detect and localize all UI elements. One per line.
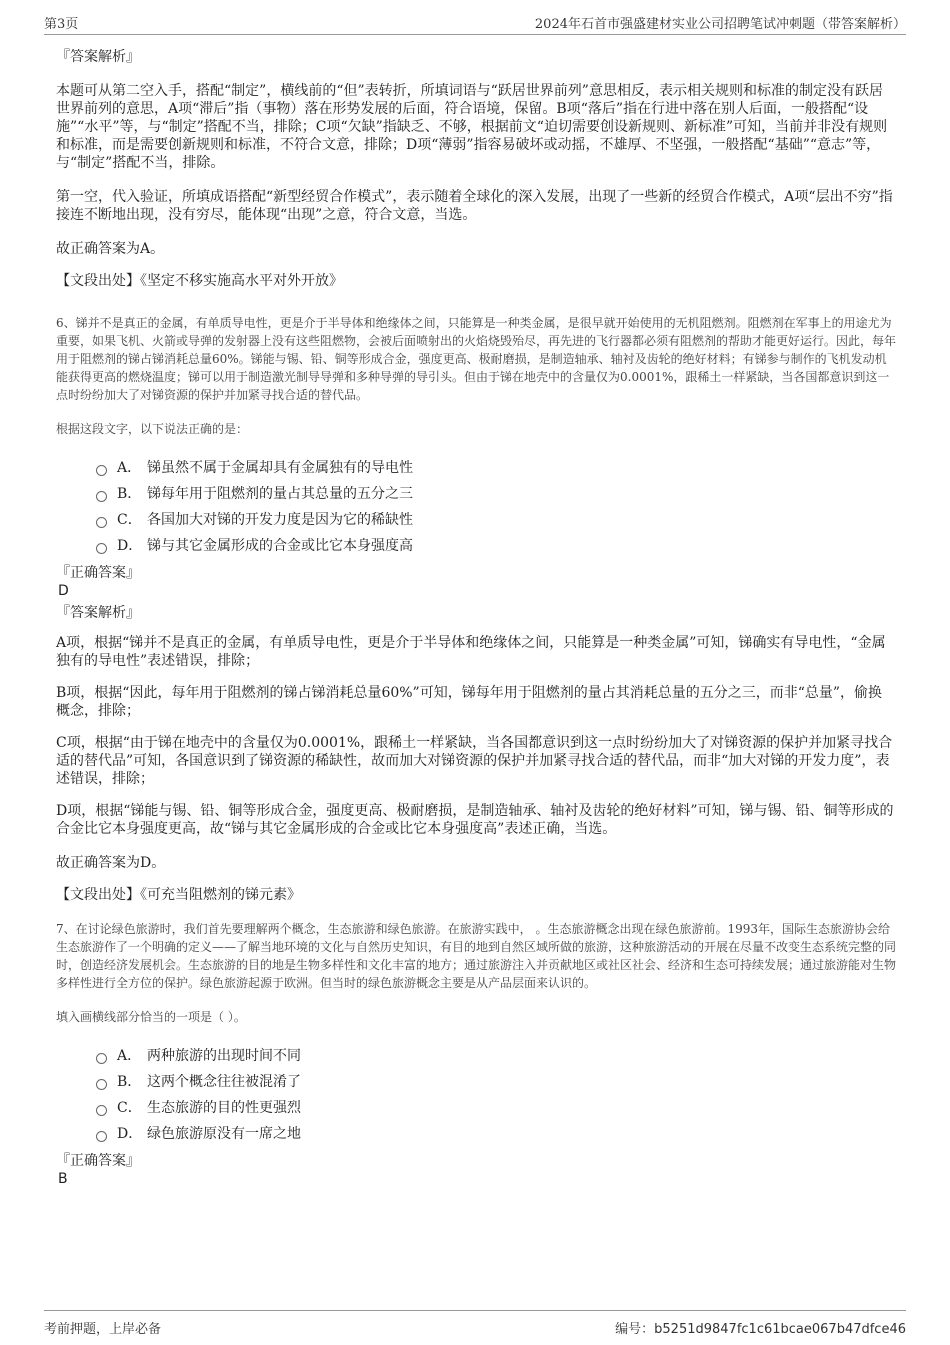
- q7-option-b[interactable]: B． 这两个概念往往被混淆了: [56, 1068, 896, 1094]
- q5-analysis-label: 『答案解析』: [56, 49, 140, 65]
- radio-circle-icon[interactable]: [96, 491, 107, 502]
- q7-answer: B: [58, 1171, 68, 1187]
- q6-prompt: 根据这段文字，以下说法正确的是：: [56, 422, 249, 436]
- q6-analysis-b: B项，根据“因此，每年用于阻燃剂的锑占锑消耗总量60%”可知，锑每年用于阻燃剂的量占其消耗总量的五分之三，而非“总量”，偷换概念，排除；: [56, 685, 883, 719]
- q6-option-d[interactable]: D． 锑与其它金属形成的合金或比它本身强度高: [56, 532, 896, 558]
- q6-analysis-c: C项，根据“由于锑在地壳中的含量仅为0.0001%，跟稀土一样紧缺，当各国都意识到这一点时纷纷加大了对锑资源的保护并加紧寻找合适的替代品”可知，各国意识到了锑资源的稀缺性，故而加大对锑资源的保护并加紧寻找合适的替代品，而非“加大对锑的开发力度”，表述错误，排除；: [56, 735, 893, 787]
- footer-slogan: 考前押题，上岸必备: [44, 1322, 162, 1337]
- q7-option-c[interactable]: C． 生态旅游的目的性更强烈: [56, 1094, 896, 1120]
- radio-circle-icon[interactable]: [96, 517, 107, 528]
- q6-option-b[interactable]: B． 锑每年用于阻燃剂的量占其总量的五分之三: [56, 480, 896, 506]
- q7-option-a[interactable]: A． 两种旅游的出现时间不同: [56, 1042, 896, 1068]
- q6-answer-label: 『正确答案』: [56, 565, 140, 581]
- q6-conclusion: 故正确答案为D。: [56, 855, 166, 871]
- page-content: [56, 44, 896, 1188]
- q6-option-c[interactable]: C． 各国加大对锑的开发力度是因为它的稀缺性: [56, 506, 896, 532]
- q6-options: [56, 454, 896, 558]
- page-footer: [44, 1310, 906, 1337]
- q6-analysis-a: A项，根据“锑并不是真正的金属，有单质导电性，更是介于半导体和绝缘体之间，只能算是一种类金属”可知，锑确实有导电性，“金属独有的导电性”表述错误，排除；: [56, 635, 886, 669]
- radio-circle-icon[interactable]: [96, 1053, 107, 1064]
- q7-options: [56, 1042, 896, 1146]
- radio-circle-icon[interactable]: [96, 543, 107, 554]
- radio-circle-icon[interactable]: [96, 1079, 107, 1090]
- q5-conclusion: 故正确答案为A。: [56, 241, 165, 257]
- q7-prompt: 填入画横线部分恰当的一项是（ ）。: [56, 1010, 246, 1024]
- radio-circle-icon[interactable]: [96, 465, 107, 476]
- document-title: 2024年石首市强盛建材实业公司招聘笔试冲刺题（带答案解析）: [534, 17, 906, 32]
- q7-answer-label: 『正确答案』: [56, 1153, 140, 1169]
- q5-analysis-paragraph-1: 本题可从第二空入手，搭配“制定”，横线前的“但”表转折，所填词语与“跃居世界前列”意思相反，表示相关规则和标准的制定没有跃居世界前列的意思，A项“滞后”指（事物）落在形势发展的后面，符合语境，保留。B项“落后”指在行进中落在别人后面，一般搭配“设施”“水平”等，与“制定”搭配不当，排除；C项“欠缺”指缺乏、不够，根据前文“迫切需要创设新规则、新标准”可知，当前并非没有规则和标准，而是需要创新规则和标准，不符合文意，排除；D项“薄弱”指容易破坏或动摇，不雄厚、不坚强，一般搭配“基础”“意志”等，与“制定”搭配不当，排除。: [56, 83, 888, 171]
- q7-stem: 7、在讨论绿色旅游时，我们首先要理解两个概念，生态旅游和绿色旅游。在旅游实践中， 。生态旅游概念出现在绿色旅游前。1993年，国际生态旅游协会给生态旅游作了一个明确的定义——了解当地环境的文化与自然历史知识，有目的地到自然区域所做的旅游，这种旅游活动的开展在尽量不改变生态系统完整的同时，创造经济发展机会。生态旅游的目的地是生物多样性和文化丰富的地方；通过旅游注入并贡献地区或社区社会、经济和生态可持续发展；通过旅游能对生物多样性进行全方位的保护。绿色旅游起源于欧洲。但当时的绿色旅游概念主要是从产品层面来认识的。: [56, 922, 897, 990]
- radio-circle-icon[interactable]: [96, 1131, 107, 1142]
- q6-option-a[interactable]: A． 锑虽然不属于金属却具有金属独有的导电性: [56, 454, 896, 480]
- footer-code: 编号：b5251d9847fc1c61bcae067b47dfce46: [615, 1322, 906, 1337]
- q6-answer: D: [58, 583, 69, 599]
- page-number: 第3页: [44, 17, 79, 32]
- q6-analysis-d: D项，根据“锑能与锡、铅、铜等形成合金，强度更高、极耐磨损，是制造轴承、轴衬及齿轮的绝好材料”可知，锑与锡、铅、铜等形成的合金比它本身强度更高，故“锑与其它金属形成的合金或比它本身强度高”表述正确，当选。: [56, 803, 894, 837]
- q6-analysis-label: 『答案解析』: [56, 605, 140, 621]
- q5-source: 【文段出处】《坚定不移实施高水平对外开放》: [56, 273, 343, 289]
- q6-stem: 6、锑并不是真正的金属，有单质导电性，更是介于半导体和绝缘体之间，只能算是一种类金属，是很早就开始使用的无机阻燃剂。阻燃剂在军事上的用途尤为重要，如果飞机、火箭或导弹的发射器上没有这些阻燃物，会被后面喷射出的火焰烧毁殆尽，再先进的飞行器都必须有阻燃剂的帮助才能更好运行。因此，每年用于阻燃剂的锑占锑消耗总量60%。锑能与锡、铅、铜等形成合金，强度更高、极耐磨损，是制造轴承、轴衬及齿轮的绝好材料；有锑参与制作的飞机发动机能获得更高的燃烧温度；锑可以用于制造激光制导导弹和多种导弹的导引头。但由于锑在地壳中的含量仅为0.0001%，跟稀土一样紧缺，当各国都意识到这一点时纷纷加大了对锑资源的保护并加紧寻找合适的替代品。: [56, 316, 897, 402]
- q5-analysis-paragraph-2: 第一空，代入验证，所填成语搭配“新型经贸合作模式”，表示随着全球化的深入发展，出现了一些新的经贸合作模式，A项“层出不穷”指接连不断地出现，没有穷尽，能体现“出现”之意，符合文意，当选。: [56, 189, 893, 223]
- page-header: [44, 12, 906, 35]
- radio-circle-icon[interactable]: [96, 1105, 107, 1116]
- q7-option-d[interactable]: D． 绿色旅游原没有一席之地: [56, 1120, 896, 1146]
- q6-source: 【文段出处】《可充当阻燃剂的锑元素》: [56, 887, 301, 903]
